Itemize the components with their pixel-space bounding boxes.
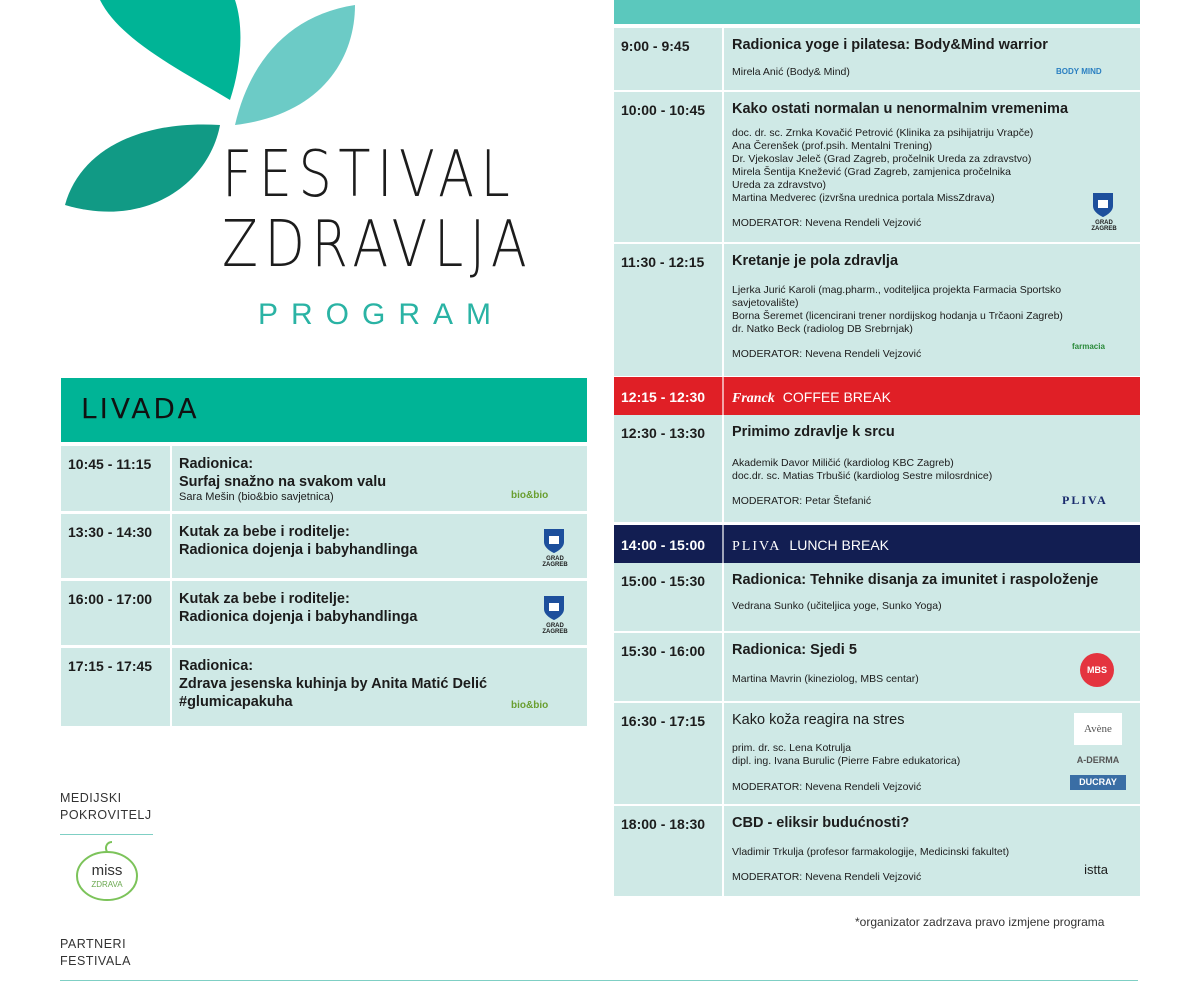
table-row: 15:30 - 16:00 Radionica: Sjedi 5 Martina Mavrin (kineziolog, MBS centar) MBS — [614, 633, 1140, 701]
table-row: 16:30 - 17:15 Kako koža reagira na stres prim. dr. sc. Lena Kotrulja dipl. ing. Ivana Burulic (Pierre Fabre edukatorica) MODERATOR: Nevena Rendeli Vejzović Avène A-DERMA DUCRAY — [614, 703, 1140, 804]
table-row: 16:00 - 17:00 Kutak za bebe i roditelje: Radionica dojenja i babyhandlinga GRAD ZAGREB — [61, 578, 587, 645]
zagreb-crest-icon — [543, 595, 565, 621]
pliva-logo: PLIVA — [732, 539, 782, 554]
program-change-note: *organizator zadrzava pravo izmjene programa — [855, 915, 1105, 929]
divider — [60, 980, 1138, 981]
istta-logo: istta — [1084, 862, 1108, 877]
livada-header: LIVADA — [61, 378, 587, 442]
table-row: 15:00 - 15:30 Radionica: Tehnike disanja za imunitet i raspoloženje Vedrana Sunko (učiteljica yoge, Sunko Yoga) — [614, 563, 1140, 631]
media-sponsor-label: MEDIJSKI POKROVITELJ — [60, 791, 152, 822]
table-row: 10:45 - 11:15 Radionica: Surfaj snažno na svakom valu Sara Mešin (bio&bio savjetnica) bio&bio — [61, 443, 587, 511]
body-mind-logo: BODY MIND — [1056, 67, 1102, 76]
grad-zagreb-label: GRAD ZAGREB — [542, 556, 568, 568]
table-row: 18:00 - 18:30 CBD - eliksir budućnosti? Vladimir Trkulja (profesor farmakologije, Medicinski fakultet) MODERATOR: Nevena Rendeli Vejzović istta — [614, 806, 1140, 896]
table-row: 13:30 - 14:30 Kutak za bebe i roditelje: Radionica dojenja i babyhandlinga GRAD ZAGREB — [61, 511, 587, 578]
bio-bio-logo: bio&bio — [511, 700, 549, 711]
lunch-break-row: 14:00 - 15:00 PLIVA LUNCH BREAK — [614, 525, 1140, 563]
a-derma-logo: A-DERMA — [1076, 755, 1120, 765]
grad-zagreb-label: GRAD ZAGREB — [1091, 220, 1117, 232]
festival-title: FESTIVAL ZDRAVLJA — [222, 138, 534, 282]
pliva-logo: PLIVA — [1062, 493, 1108, 507]
coffee-break-row: 12:15 - 12:30 Franck COFFEE BREAK — [614, 377, 1140, 415]
zagreb-crest-icon — [543, 528, 565, 554]
grad-zagreb-label: GRAD ZAGREB — [542, 623, 568, 635]
table-row: 10:00 - 10:45 Kako ostati normalan u nenormalnim vremenima doc. dr. sc. Zrnka Kovačić Petrović (Klinika za psihijatriju Vrapče) Ana Čerenšek (prof.psih. Mentalni Trening) Dr. Vjekoslav Jeleč (Grad Zagreb, pročelnik Ureda za zdravstvo) Mirela Šentija Knežević (Grad Zagreb, zamjenica pročelnika Ureda za zdravstvo) Martina Medverec (izvršna urednica portala MissZdrava) MODERATOR: Nevena Rendeli Vejzović GRAD ZAGREB — [614, 92, 1140, 242]
divider — [60, 834, 153, 835]
farmacia-logo: farmacia — [1072, 342, 1105, 351]
table-row: 11:30 - 12:15 Kretanje je pola zdravlja Ljerka Jurić Karoli (mag.pharm., voditeljica projekta Farmacia Sportsko savjetovalište) Borna Šeremet (licencirani trener nordijskog hodanja u Trčaoni Zagreb) dr. Natko Beck (radiolog DB Srebrnjak) MODERATOR: Nevena Rendeli Vejzović farmacia — [614, 244, 1140, 376]
franck-logo: Franck — [732, 391, 775, 406]
table-row: 17:15 - 17:45 Radionica: Zdrava jesenska kuhinja by Anita Matić Delić #glumicapakuha bio&bio — [61, 645, 587, 726]
partners-label: PARTNERI FESTIVALA — [60, 937, 131, 968]
pozornica-header — [614, 0, 1140, 24]
program-subtitle: PROGRAM — [258, 298, 505, 331]
table-row: 9:00 - 9:45 Radionica yoge i pilatesa: Body&Mind warrior Mirela Anić (Body& Mind) BODY MIND — [614, 28, 1140, 90]
bio-bio-logo: bio&bio — [511, 490, 549, 501]
table-row: 12:30 - 13:30 Primimo zdravlje k srcu Akademik Davor Miličić (kardiolog KBC Zagreb) doc.dr. sc. Matias Trbušić (kardiolog Sestre milosrdnice) MODERATOR: Petar Štefanić PLIVA — [614, 415, 1140, 522]
zagreb-crest-icon — [1092, 192, 1114, 218]
